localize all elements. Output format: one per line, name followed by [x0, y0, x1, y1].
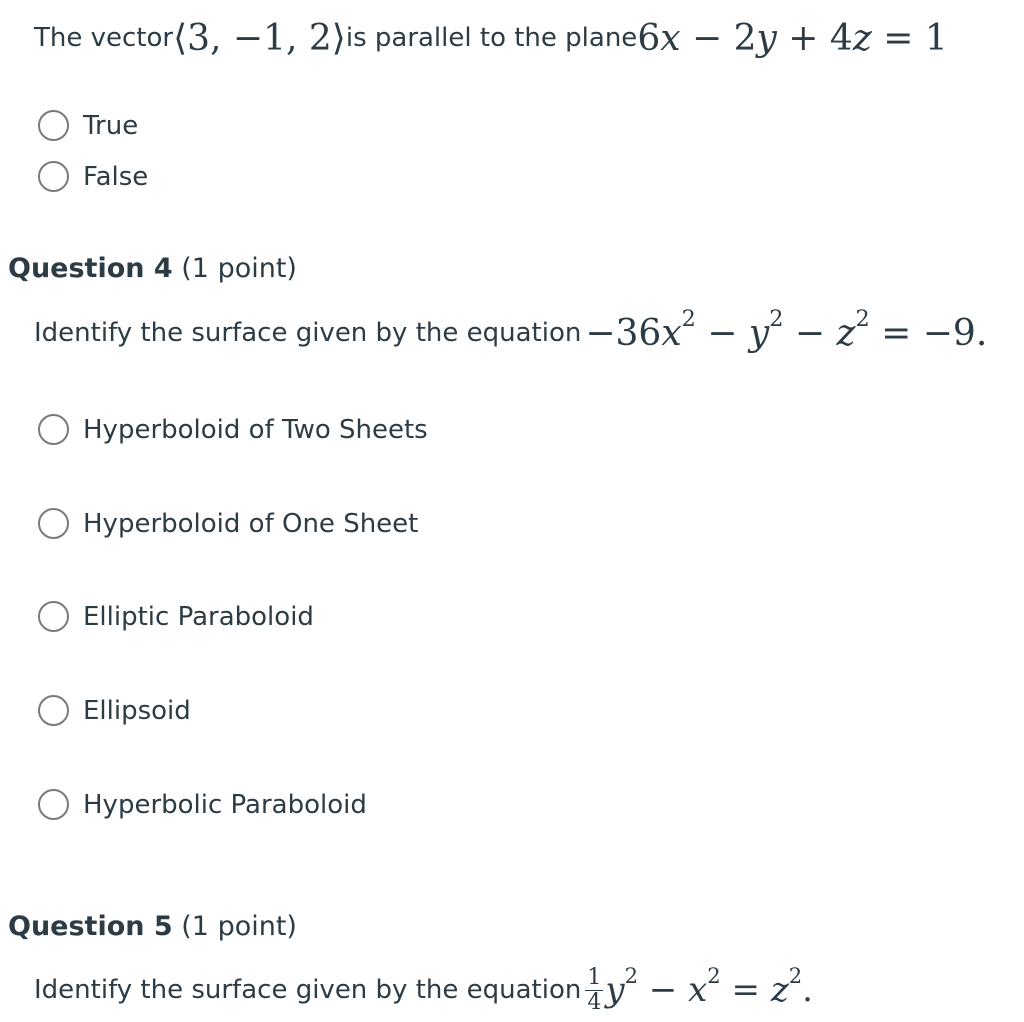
q3-option-false[interactable] [38, 161, 148, 192]
option-label: False [83, 161, 149, 192]
q3-prompt-prefix: The vector [34, 23, 174, 53]
q3-option-true[interactable] [38, 110, 138, 141]
q5-points: (1 point) [172, 911, 297, 942]
q5-heading [8, 911, 297, 942]
q5-prompt-prefix: Identify the surface given by the equation [34, 975, 582, 1005]
q5-equation: $\frac{1}{4}$ $y^2 - x^2 = z^2$. [587, 963, 813, 1015]
q5-title: Question 5 [8, 911, 173, 942]
radio-button[interactable] [38, 161, 69, 192]
q3-plane-equation: 6x − 2y + 4z = 1 [637, 17, 948, 59]
option-label: Ellipsoid [83, 695, 191, 726]
q4-option-hyperboloid-two-sheets[interactable] [38, 414, 428, 445]
q4-equation: $-36x^2 - y^2 - z^2 = -9$. [585, 305, 988, 354]
radio-button[interactable] [38, 110, 69, 141]
q4-prompt-prefix: Identify the surface given by the equation [34, 318, 582, 348]
option-label: Elliptic Paraboloid [83, 601, 314, 632]
option-label: Hyperboloid of One Sheet [83, 508, 419, 539]
option-label: True [83, 110, 139, 141]
radio-button[interactable] [38, 414, 69, 445]
q4-points: (1 point) [172, 253, 297, 284]
q4-title: Question 4 [8, 253, 173, 284]
radio-button[interactable] [38, 695, 69, 726]
q5-prompt [34, 962, 813, 1018]
option-label: Hyperboloid of Two Sheets [83, 414, 428, 445]
fraction-denominator: 4 [587, 989, 602, 1015]
radio-button[interactable] [38, 601, 69, 632]
q3-prompt-middle: is parallel to the plane [345, 23, 638, 53]
radio-button[interactable] [38, 508, 69, 539]
q4-prompt [34, 305, 988, 358]
radio-button[interactable] [38, 789, 69, 820]
q4-option-elliptic-paraboloid[interactable] [38, 601, 314, 632]
q5-fraction [585, 964, 603, 1015]
fraction-numerator: 1 [587, 964, 602, 990]
q3-prompt [34, 14, 948, 62]
q4-option-hyperboloid-one-sheet[interactable] [38, 508, 418, 539]
q4-heading [8, 253, 297, 284]
option-label: Hyperbolic Paraboloid [83, 789, 367, 820]
q4-option-ellipsoid[interactable] [38, 695, 191, 726]
q4-option-hyperbolic-paraboloid[interactable] [38, 789, 367, 820]
q3-vector: ⟨3, −1, 2⟩ [173, 17, 346, 59]
